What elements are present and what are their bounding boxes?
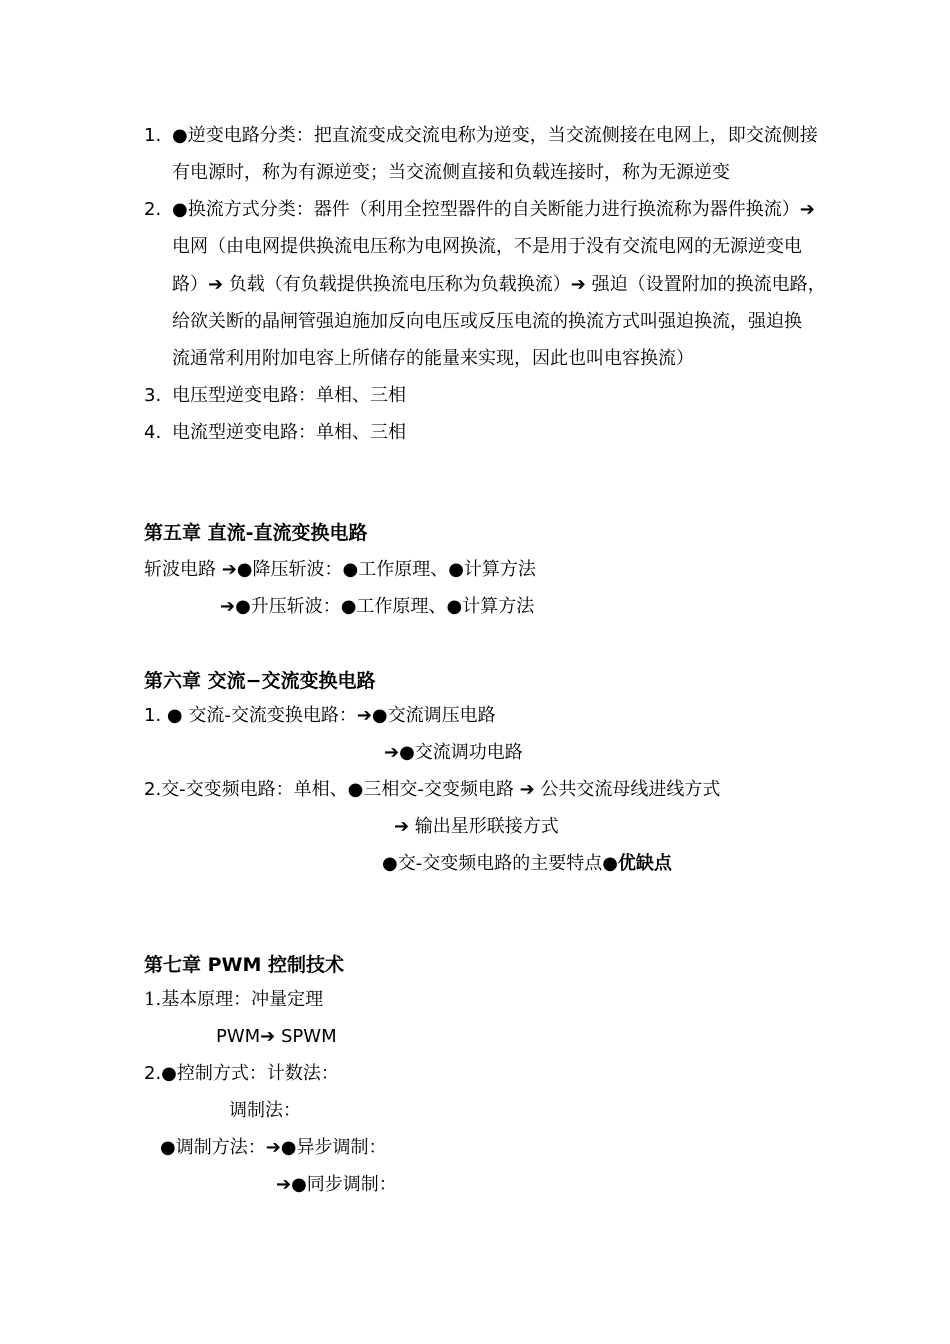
list-item-line: ●换流方式分类：器件（利用全控型器件的自关断能力进行换流称为器件换流）➔ bbox=[172, 199, 815, 220]
list-number: 1. bbox=[144, 125, 162, 146]
chapter-heading: 第五章 直流-直流变换电路 bbox=[144, 522, 368, 544]
list-item-line: 流通常利用附加电容上所储存的能量来实现，因此也叫电容换流） bbox=[172, 348, 694, 369]
list-number: 2. bbox=[144, 199, 162, 220]
bold-text: 优缺点 bbox=[617, 853, 672, 874]
chapter-heading: 第七章 PWM 控制技术 bbox=[144, 954, 345, 976]
list-item-line: 路）➔ 负载（有负载提供换流电压称为负载换流）➔ 强迫（设置附加的换流电路， bbox=[172, 274, 826, 295]
body-line bbox=[144, 988, 323, 1012]
body-line: 斩波电路 ➔●降压斩波：●工作原理、●计算方法 bbox=[144, 559, 536, 580]
list-number: 3. bbox=[144, 385, 162, 406]
list-number: 1. bbox=[144, 989, 162, 1010]
list-item-line: 给欲关断的晶闸管强迫施加反向电压或反压电流的换流方式叫强迫换流，强迫换 bbox=[172, 311, 802, 332]
list-item-line: ●逆变电路分类：把直流变成交流电称为逆变，当交流侧接在电网上，即交流侧接 bbox=[172, 125, 818, 146]
list-item-line: 电压型逆变电路：单相、三相 bbox=[172, 385, 406, 406]
list-item-line: 有电源时，称为有源逆变；当交流侧直接和负载连接时，称为无源逆变 bbox=[172, 162, 730, 183]
body-line bbox=[382, 852, 672, 876]
list-item-line: 电网（由电网提供换流电压称为电网换流，不是用于没有交流电网的无源逆变电 bbox=[172, 236, 802, 257]
body-line: ➔ 输出星形联接方式 bbox=[394, 816, 559, 837]
body-line: PWM➔ SPWM bbox=[216, 1026, 337, 1047]
body-text: ●交-交变频电路的主要特点● bbox=[382, 853, 618, 874]
body-line: 1. ● 交流-交流变换电路：➔●交流调压电路 bbox=[144, 705, 496, 726]
list-item-line: 电流型逆变电路：单相、三相 bbox=[172, 422, 406, 443]
list-number: 4. bbox=[144, 422, 162, 443]
body-line: 调制法： bbox=[229, 1100, 301, 1121]
body-line: ➔●升压斩波：●工作原理、●计算方法 bbox=[220, 596, 535, 617]
body-line: 2.●控制方式：计数法： bbox=[144, 1063, 339, 1084]
body-line: ➔●同步调制： bbox=[276, 1174, 397, 1195]
chapter-heading: 第六章 交流−交流变换电路 bbox=[144, 670, 376, 692]
body-line: 2.交-交变频电路：单相、●三相交-交变频电路 ➔ 公共交流母线进线方式 bbox=[144, 779, 721, 800]
body-text: 基本原理：冲量定理 bbox=[161, 989, 324, 1010]
body-line: ●调制方法：➔●异步调制： bbox=[160, 1137, 387, 1158]
body-line: ➔●交流调功电路 bbox=[384, 742, 523, 763]
